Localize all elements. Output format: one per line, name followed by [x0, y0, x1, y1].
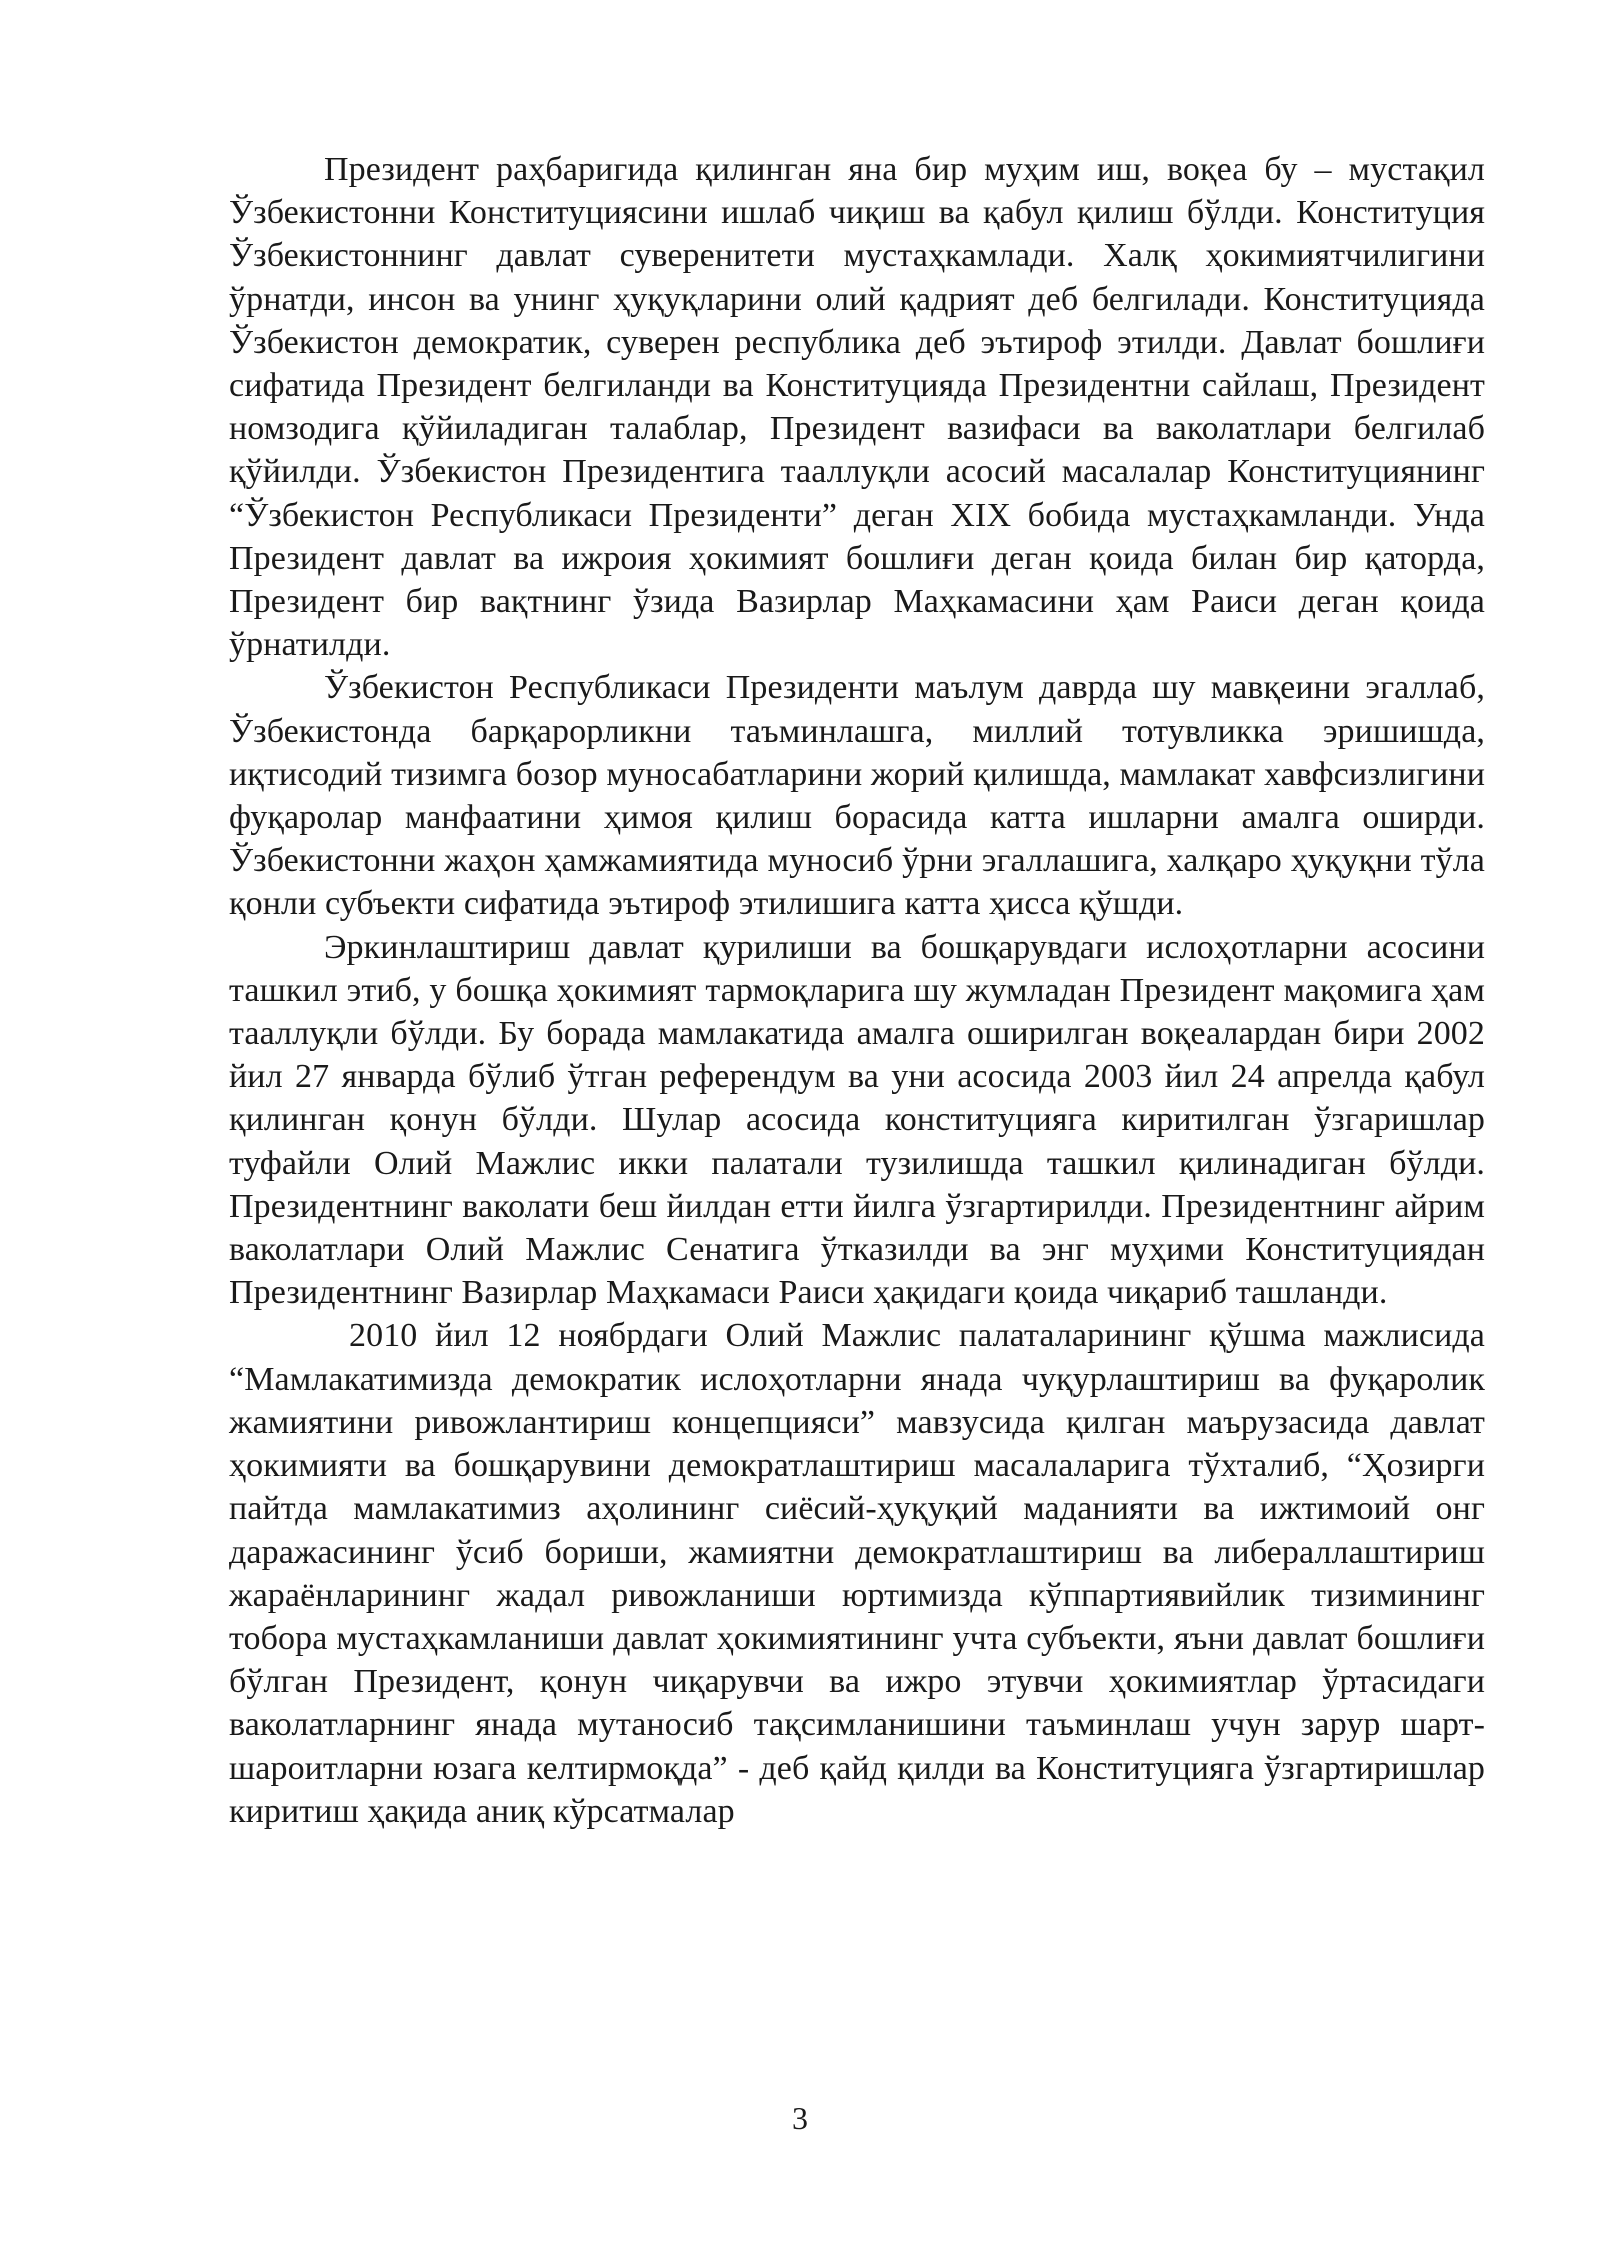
- document-body: [229, 148, 1485, 1833]
- paragraph-4: 2010 йил 12 ноябрдаги Олий Мажлис палаталарининг қўшма мажлисида “Мамлакатимизда демократик ислоҳотларни янада чуқурлаштириш ва фуқаролик жамиятини ривожлантириш концепцияси” мавзусида қилган маърузасида давлат ҳокимияти ва бошқарувини демократлаштириш масалаларига тўхталиб, “Ҳозирги пайтда мамлакатимиз аҳолининг сиёсий-ҳуқуқий маданияти ва ижтимоий онг даражасининг ўсиб бориши, жамиятни демократлаштириш ва либераллаштириш жараёнларининг жадал ривожланиши юртимизда кўппартиявийлик тизимининг тобора мустаҳкамланиши давлат ҳокимиятининг учта субъекти, яъни давлат бошлиғи бўлган Президент, қонун чиқарувчи ва ижро этувчи ҳокимиятлар ўртасидаги ваколатларнинг янада мутаносиб тақсимланишини таъминлаш учун зарур шарт-шароитларни юзага келтирмоқда” - деб қайд қилди ва Конституцияга ўзгартиришлар киритиш ҳақида аниқ кўрсатмалар: [229, 1317, 1485, 1830]
- paragraph-1: Президент раҳбаригида қилинган яна бир муҳим иш, воқеа бу – мустақил Ўзбекистонни Конституциясини ишлаб чиқиш ва қабул қилиш бўлди. Конституция Ўзбекистоннинг давлат суверенитети мустаҳкамлади. Халқ ҳокимиятчилигини ўрнатди, инсон ва унинг ҳуқуқларини олий қадрият деб белгилади. Конституцияда Ўзбекистон демократик, суверен республика деб эътироф этилди. Давлат бошлиғи сифатида Президент белгиланди ва Конституцияда Президентни сайлаш, Президент номзодига қўйиладиган талаблар, Президент вазифаси ва ваколатлари белгилаб қўйилди. Ўзбекистон Президентига тааллуқли асосий масалалар Конституциянинг “Ўзбекистон Республикаси Президенти” деган XIX бобида мустаҳкамланди. Унда Президент давлат ва ижроия ҳокимият бошлиғи деган қоида билан бир қаторда, Президент бир вақтнинг ўзида Вазирлар Маҳкамасини ҳам Раиси деган қоида ўрнатилди.: [229, 151, 1485, 664]
- page-number: 3: [792, 2100, 808, 2136]
- paragraph-2: Ўзбекистон Республикаси Президенти маълум даврда шу мавқеини эгаллаб, Ўзбекистонда барқарорликни таъминлашга, миллий тотувликка эришишда, иқтисодий тизимга бозор муносабатларини жорий қилишда, мамлакат хавфсизлигини фуқаролар манфаатини ҳимоя қилиш борасида катта ишларни амалга оширди. Ўзбекистонни жаҳон ҳамжамиятида муносиб ўрни эгаллашига, халқаро ҳуқуқни тўла қонли субъекти сифатида эътироф этилишига катта ҳисса қўшди.: [229, 669, 1485, 923]
- paragraph-3: Эркинлаштириш давлат қурилиши ва бошқарувдаги ислоҳотларни асосини ташкил этиб, у бошқа ҳокимият тармоқларига шу жумладан Президент мақомига ҳам тааллуқли бўлди. Бу борада мамлакатида амалга оширилган воқеалардан бири 2002 йил 27 январда бўлиб ўтган референдум ва уни асосида 2003 йил 24 апрелда қабул қилинган қонун бўлди. Шулар асосида конституцияга киритилган ўзгаришлар туфайли Олий Мажлис икки палатали тузилишда ташкил қилинадиган бўлди. Президентнинг ваколати беш йилдан етти йилга ўзгартирилди. Президентнинг айрим ваколатлари Олий Мажлис Сенатига ўтказилди ва энг муҳими Конституциядан Президентнинг Вазирлар Маҳкамаси Раиси ҳақидаги қоида чиқариб ташланди.: [229, 928, 1485, 1312]
